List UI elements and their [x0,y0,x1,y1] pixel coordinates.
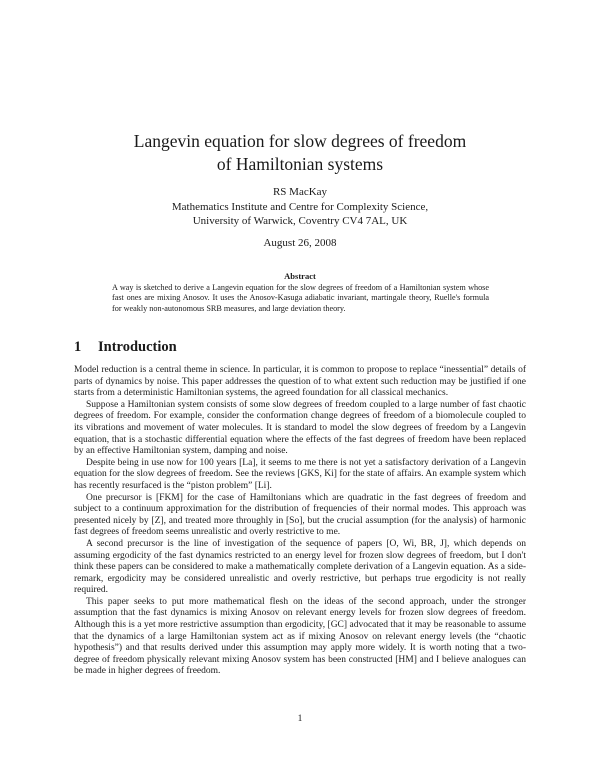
paragraph-5: A second precursor is the line of investigation of the sequence of papers [O, Wi, BR, J], which depends on assuming ergodicity of the fast dynamics restricted to an energy level for frozen slow degrees of freedom, but I don't think these papers can be considered to make a mathematically complete derivation of a Langevin equation. As a side-remark, ergodicity may be considered unrealistic and overly restrictive, but perhaps true ergodicity is not really required. [74,538,526,596]
title-line-1: Langevin equation for slow degrees of freedom [133,131,467,151]
title-line-2: of Hamiltonian systems [216,154,384,174]
abstract-text: A way is sketched to derive a Langevin equation for the slow degrees of freedom of a Hamiltonian system whose fast ones are mixing Anosov. It uses the Anosov-Kasuga adiabatic invariant, martingale theory, Ruelle's formula for weakly non-autonomous SRB measures, and large deviation theory. [112,283,489,313]
section-number: 1 [74,339,82,355]
affiliation-line-1: Mathematics Institute and Centre for Complexity Science, [171,200,429,213]
section-title: Introduction [98,339,177,355]
page-number: 1 [297,714,303,724]
paragraph-4: One precursor is [FKM] for the case of Hamiltonians which are quadratic in the fast degrees of freedom and subject to a continuum approximation for the distribution of frequencies of their normal modes. This approach was presented nicely by [Z], and treated more throughly in [So], but the crucial assumption (for the analysis) of harmonic fast degrees of freedom seems unrealistic and overly restrictive to me. [74,492,526,538]
section-heading [74,339,177,356]
paper-date: August 26, 2008 [263,237,337,249]
affiliation-line-2: University of Warwick, Coventry CV4 7AL, UK [192,215,408,227]
author-block [60,185,540,229]
paper-title [60,130,540,176]
paragraph-2: Suppose a Hamiltonian system consists of some slow degrees of freedom coupled to a large number of fast chaotic degrees of freedom. For example, consider the conformation change degrees of freedom of a biomolecule coupled to its vibrations and movement of water molecules. It is standard to model the slow degrees of freedom by a Langevin equation, that is a stochastic differential equation where the effects of the fast degrees of freedom have been replaced by an effective Hamiltonian system, damping and noise. [74,399,526,457]
section-body [74,365,526,678]
abstract-heading: Abstract [284,271,316,281]
paragraph-1: Model reduction is a central theme in science. In particular, it is common to propose to replace “inessential” details of parts of dynamics by noise. This paper addresses the question of to what extent such reduction may be justified if one starts from a deterministic Hamiltonian systems, the agreed foundation for all classical mechanics. [74,365,526,399]
paragraph-6: This paper seeks to put more mathematical flesh on the ideas of the second approach, under the stronger assumption that the fast dynamics is mixing Anosov on relevant energy levels for frozen slow degrees of freedom. Although this is a yet more restrictive assumption than ergodicity, [GC] advocated that it may be reasonable to assume that the dynamics of a large Hamiltonian system act as if mixing Anosov on relevant energy levels (the “chaotic hypothesis”) and that results derived under this assumption may apply more widely. It is worth noting that a two-degree of freedom physically relevant mixing Anosov system has been constructed [HM] and I believe analogues can be made in higher degrees of freedom. [74,596,526,677]
paragraph-3: Despite being in use now for 100 years [La], it seems to me there is not yet a satisfactory derivation of a Langevin equation for the slow degrees of freedom. See the reviews [GKS, Ki] for the state of affairs. An example system which has recently resurfaced is the “piston problem” [Li]. [74,457,526,491]
author-name: RS MacKay [272,186,328,198]
